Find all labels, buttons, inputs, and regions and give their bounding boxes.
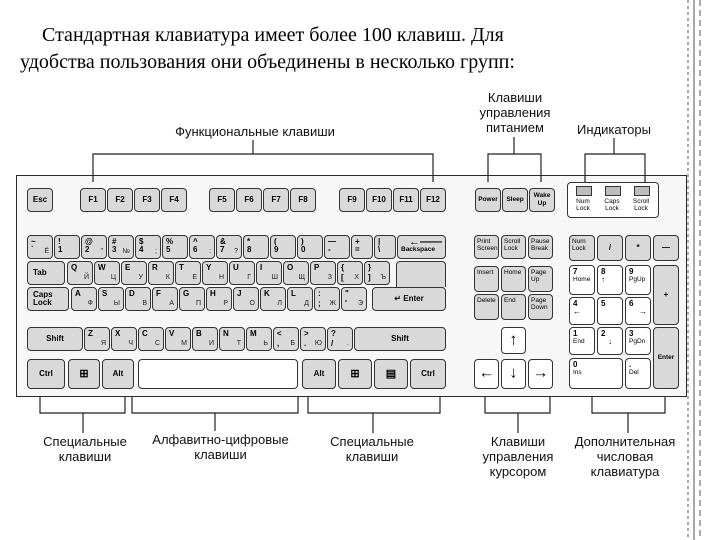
key-ru-label: М — [181, 340, 187, 347]
key-label: P — [314, 263, 320, 272]
key-letter[interactable] — [229, 261, 255, 285]
label-special-left-line-1: Специальные — [43, 434, 127, 449]
key-label: > — [304, 329, 309, 338]
key-ru-label: : — [209, 248, 211, 255]
key-label: Insert — [477, 269, 494, 276]
windows-icon: ⊞ — [79, 368, 89, 380]
key-sublabel: Home — [573, 276, 591, 283]
key-ru-label: Г — [247, 274, 251, 281]
key-ru-label: Х — [354, 274, 359, 281]
key-letter[interactable] — [121, 261, 147, 285]
key-alt-label: ; — [318, 299, 321, 308]
key-label: : — [318, 289, 321, 298]
key-label: Pause Break — [531, 238, 550, 252]
label-numpad-line-2: числовая — [596, 449, 654, 464]
key-label: * — [636, 243, 640, 252]
key-label: 9 — [629, 267, 634, 276]
key-label: Page Down — [531, 297, 548, 311]
key-letter[interactable] — [260, 287, 286, 311]
key-label: F5 — [217, 195, 227, 204]
key-label: " — [345, 289, 349, 298]
key-ru-label: Й — [83, 274, 89, 281]
key-label: B — [196, 329, 202, 338]
key-letter[interactable] — [273, 327, 299, 351]
key-enter-label: ↵ Enter — [394, 294, 424, 303]
key-label: F10 — [372, 195, 386, 204]
key-letter[interactable] — [206, 287, 232, 311]
key-label: Ctrl — [39, 369, 53, 378]
key-label: $ — [139, 237, 144, 246]
label-indicators: Индикаторы — [577, 122, 651, 137]
key-ru-label: А — [169, 300, 174, 307]
key-label: 8 — [247, 245, 252, 254]
key-label: F — [156, 289, 161, 298]
key-alt-label: . — [304, 339, 307, 348]
key-label: D — [129, 289, 135, 298]
key-letter[interactable] — [337, 261, 363, 285]
key-alt-label: / — [331, 339, 334, 348]
key-label: ^ — [193, 237, 198, 246]
key-label: Power — [478, 196, 498, 203]
key-letter[interactable] — [233, 287, 259, 311]
key-label: ( — [274, 237, 277, 246]
key-ru-label: ; — [155, 248, 157, 255]
arrow-left-icon: ← — [478, 364, 495, 382]
key-sublabel: Ins — [573, 369, 582, 376]
key-ru-label: В — [142, 300, 147, 307]
key-label: 1 — [58, 245, 63, 254]
key-label: Delete — [477, 297, 496, 304]
key-label: 6 — [629, 299, 634, 308]
key-label: Shift — [46, 334, 64, 343]
key-label: + — [663, 290, 669, 299]
key-label: A — [75, 289, 81, 298]
key-label: F1 — [88, 195, 98, 204]
menu-icon: ▤ — [385, 368, 397, 380]
key-ru-label: Ж — [329, 300, 336, 307]
key-label: — — [662, 243, 670, 252]
key-label: Home — [504, 269, 522, 276]
key-label: 4 — [139, 245, 144, 254]
key-label: 9 — [274, 245, 279, 254]
key-label: 6 — [193, 245, 198, 254]
key-ru-label: " — [100, 248, 103, 255]
key-label: & — [220, 237, 226, 246]
key-ru-label: Ь — [263, 340, 268, 347]
key-ru-label: У — [138, 274, 143, 281]
key-label: { — [341, 263, 345, 272]
key-sublabel: PgDn — [629, 338, 646, 345]
key-letter[interactable] — [327, 327, 353, 351]
key-label: \ — [378, 245, 381, 254]
key-label: T — [179, 263, 184, 272]
key-label: 3 — [629, 329, 634, 338]
key-label: J — [237, 289, 242, 298]
key-letter[interactable] — [94, 261, 120, 285]
key-label: ) — [301, 237, 304, 246]
key-alt-label: [ — [341, 273, 344, 282]
key-ru-label: З — [327, 274, 332, 281]
key-letter[interactable] — [192, 327, 218, 351]
key-label: Backspace — [401, 246, 435, 253]
key-label: F12 — [426, 195, 440, 204]
indicator-num-lock: Num Lock — [576, 198, 590, 212]
key-ru-label: П — [195, 300, 201, 307]
key-label: = — [355, 245, 360, 254]
key-label: 0 — [301, 245, 306, 254]
key-label: Page Up — [531, 269, 547, 283]
key-label: H — [210, 289, 216, 298]
key-label: Wake Up — [533, 192, 551, 207]
key-letter[interactable] — [341, 287, 367, 311]
key-label: G — [183, 289, 190, 298]
arrow-down-icon: ↓ — [608, 337, 612, 346]
heading-line-1: Стандартная клавиатура имеет более 100 клавиш. Для — [42, 24, 504, 46]
label-power-line-2: управления — [479, 105, 551, 120]
key-label: 4 — [573, 299, 578, 308]
key-ru-label: Б — [290, 340, 295, 347]
key-letter[interactable] — [175, 261, 201, 285]
key-letter[interactable] — [152, 287, 178, 311]
key-ru-label: Е — [192, 274, 197, 281]
key-letter[interactable] — [256, 261, 282, 285]
key-alt-label: , — [277, 339, 280, 348]
key-letter[interactable] — [314, 287, 340, 311]
key-label: Caps Lock — [33, 290, 53, 307]
key-label: % — [166, 237, 174, 246]
key-letter[interactable] — [179, 287, 205, 311]
key-label: F6 — [244, 195, 254, 204]
key-label: W — [98, 263, 106, 272]
key-label: } — [368, 263, 372, 272]
key-ru-label: К — [165, 274, 170, 281]
label-functional: Функциональные клавиши — [175, 124, 335, 139]
key-label: L — [291, 289, 296, 298]
indicator-caps-lock: Caps Lock — [604, 198, 620, 212]
key-ru-label: Ю — [314, 340, 322, 347]
key-label: V — [169, 329, 175, 338]
key-label: ` — [31, 245, 34, 254]
key-label: + — [355, 237, 360, 246]
key-ru-label: Ё — [44, 248, 49, 255]
key-letter[interactable] — [67, 261, 93, 285]
key-label: Enter — [657, 354, 675, 361]
key-label: I — [260, 263, 263, 272]
arrow-left-icon: ←—— — [409, 236, 442, 248]
key-letter[interactable] — [98, 287, 124, 311]
key-label: End — [504, 297, 516, 304]
label-special-left-line-2: клавиши — [58, 449, 112, 464]
key-label: 5 — [166, 245, 171, 254]
key-letter[interactable] — [310, 261, 336, 285]
key-label: 2 — [85, 245, 90, 254]
key-letter[interactable] — [246, 327, 272, 351]
key-label: F4 — [169, 195, 179, 204]
key-label: O — [287, 263, 294, 272]
label-alphanumeric-line-1: Алфавитно-цифровые — [152, 432, 289, 447]
key-letter[interactable] — [202, 261, 228, 285]
key-label: Alt — [313, 369, 325, 378]
key-label: — — [328, 237, 336, 246]
key-label: 3 — [112, 245, 117, 254]
key-letter[interactable] — [165, 327, 191, 351]
key-label: Num Lock — [572, 238, 586, 252]
key-letter[interactable] — [219, 327, 245, 351]
key-label: F9 — [347, 195, 357, 204]
key-ru-label: Н — [218, 274, 224, 281]
key-label: R — [152, 263, 158, 272]
key-label: | — [378, 237, 381, 246]
key-ru-label: Ф — [87, 300, 93, 307]
key-label: M — [250, 329, 257, 338]
key-label: . — [629, 360, 632, 369]
key-ru-label: Ч — [128, 340, 133, 347]
key-label: 7 — [573, 267, 578, 276]
label-numpad-line-1: Дополнительная — [574, 434, 676, 449]
key-letter[interactable] — [125, 287, 151, 311]
label-power-line-3: питанием — [486, 120, 544, 135]
key-ru-label: С — [154, 340, 160, 347]
key-ru-label: Ы — [113, 300, 120, 307]
key-label: Enter — [403, 294, 424, 303]
key-label: < — [277, 329, 282, 338]
key-label: 1 — [573, 329, 578, 338]
key-ru-label: № — [122, 248, 130, 255]
key-label: C — [142, 329, 148, 338]
key-ru-label: Ъ — [380, 274, 386, 281]
key-label: F2 — [115, 195, 125, 204]
key-letter[interactable] — [287, 287, 313, 311]
key-ru-label: Т — [236, 340, 241, 347]
key-letter[interactable] — [111, 327, 137, 351]
key-label: / — [608, 243, 612, 252]
key-label: F8 — [298, 195, 308, 204]
arrow-down-icon: ↓ — [509, 364, 518, 382]
key-label: ! — [58, 237, 61, 246]
key-label: 5 — [601, 299, 606, 308]
arrow-left-icon: ← — [573, 307, 581, 316]
key-sublabel: PgUp — [629, 276, 646, 283]
key-label: X — [115, 329, 121, 338]
key-label: 2 — [601, 329, 606, 338]
key-ru-label: Ш — [271, 274, 278, 281]
label-power-line-1: Клавиши — [487, 90, 543, 105]
windows-icon: ⊞ — [350, 368, 360, 380]
key-label: N — [223, 329, 229, 338]
arrow-right-icon: → — [639, 307, 647, 316]
key-ru-label: Р — [223, 300, 228, 307]
key-label: 8 — [601, 267, 606, 276]
key-esc-label: Esc — [32, 195, 48, 204]
arrow-right-icon: → — [532, 364, 549, 382]
key-label: Tab — [33, 268, 47, 277]
key-letter[interactable] — [138, 327, 164, 351]
key-label: F3 — [142, 195, 152, 204]
key-label: @ — [85, 237, 93, 246]
label-numpad-line-3: клавиатура — [590, 464, 660, 479]
key-ru-label: Ц — [110, 274, 116, 281]
key-label: - — [328, 245, 331, 254]
key-label: Q — [71, 263, 78, 272]
key-label: # — [112, 237, 117, 246]
label-cursor-line-1: Клавиши — [490, 434, 546, 449]
key-ru-label: . — [347, 340, 349, 347]
key-label: Alt — [112, 369, 124, 378]
key-ru-label: Л — [277, 300, 282, 307]
key-label: K — [264, 289, 270, 298]
key-alt-label: ] — [368, 273, 371, 282]
key-label: ? — [331, 329, 336, 338]
arrow-up-icon: ↑ — [601, 275, 605, 284]
key-ru-label: Щ — [298, 274, 305, 281]
label-special-right-line-2: клавиши — [345, 449, 399, 464]
label-cursor-line-3: курсором — [489, 464, 547, 479]
label-special-right-line-1: Специальные — [330, 434, 414, 449]
key-label: S — [102, 289, 108, 298]
key-letter[interactable] — [148, 261, 174, 285]
key-label: ~ — [31, 237, 36, 246]
key-ru-label: Д — [304, 300, 309, 307]
key-letter[interactable] — [283, 261, 309, 285]
key-ru-label: Э — [357, 300, 363, 307]
key-label: Ctrl — [421, 369, 435, 378]
key-sublabel: Del — [629, 369, 639, 376]
key-sublabel: End — [573, 338, 585, 345]
key-label: 0 — [573, 360, 578, 369]
key-ru-label: Я — [100, 340, 106, 347]
key-label: Scroll Lock — [504, 238, 521, 252]
key-label: F11 — [399, 195, 413, 204]
arrow-up-icon: ↑ — [509, 331, 518, 349]
key-label: Print Screen — [477, 238, 498, 252]
key-label: F7 — [271, 195, 281, 204]
indicator-scroll-lock: Scroll Lock — [632, 198, 650, 212]
key-ru-label: И — [208, 340, 214, 347]
key-label: Z — [88, 329, 93, 338]
key-label: Shift — [391, 334, 409, 343]
key-label: Y — [206, 263, 212, 272]
key-ru-label: ? — [234, 248, 238, 255]
key-label: U — [233, 263, 239, 272]
key-letter[interactable] — [71, 287, 97, 311]
key-label: Sleep — [506, 196, 524, 203]
key-label: * — [247, 237, 251, 246]
label-cursor-line-2: управления — [482, 449, 554, 464]
key-label: 7 — [220, 245, 225, 254]
key-letter[interactable] — [364, 261, 390, 285]
key-letter[interactable] — [84, 327, 110, 351]
label-alphanumeric-line-2: клавиши — [194, 447, 247, 462]
heading-line-2: удобства пользования они объединены в несколько групп: — [20, 51, 515, 73]
key-letter[interactable] — [300, 327, 326, 351]
key-ru-label: О — [249, 300, 255, 307]
key-label: E — [125, 263, 131, 272]
key-alt-label: ' — [345, 299, 347, 308]
